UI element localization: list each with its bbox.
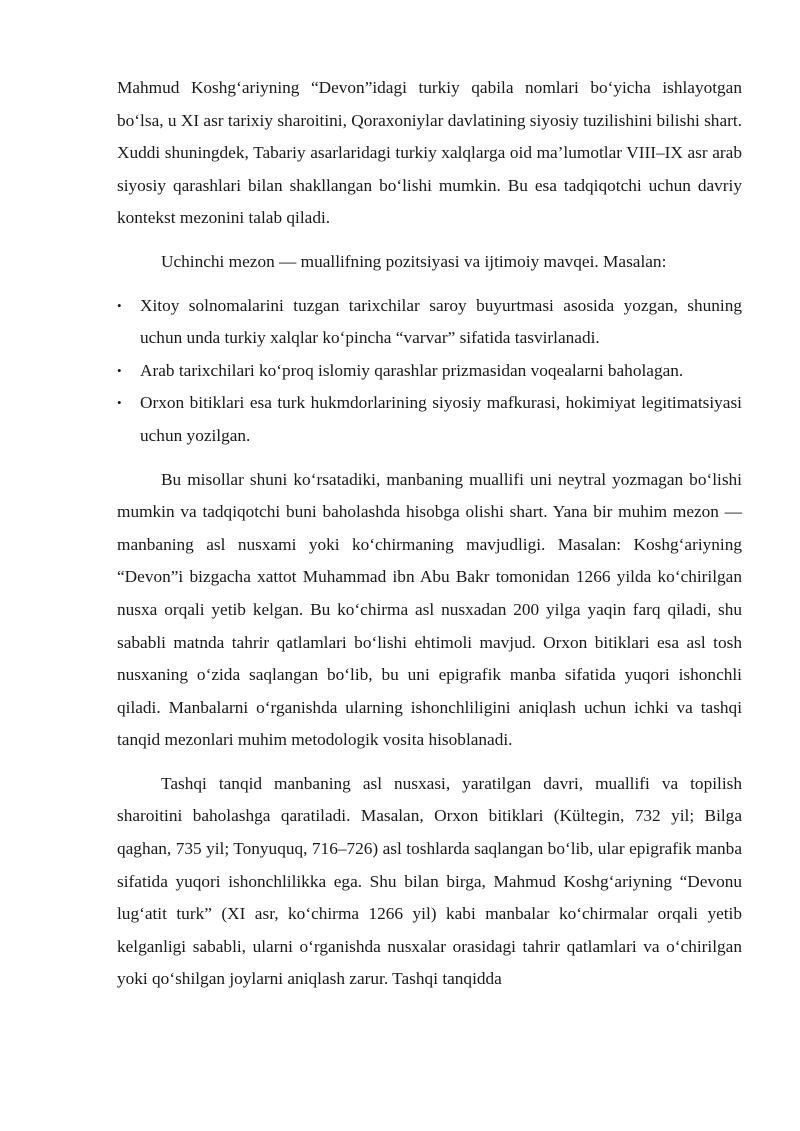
paragraph-author-bias: Bu misollar shuni ko‘rsatadiki, manbaning muallifi uni neytral yozmagan bo‘lishi mumkin va tadqiqotchi buni baholashda hisobga olishi shart. Yana bir muhim mezon — manbaning asl nusxami yoki ko‘chirmaning mavjudligi. Masalan: Koshg‘ariyning “Devon”i bizgacha xattot Muhammad ibn Abu Bakr tomonidan 1266 yilda ko‘chirilgan nusxa orqali yetib kelgan. Bu ko‘chirma asl nusxadan 200 yilga yaqin farq qiladi, shu sababli matnda tahrir qatlamlari bo‘lishi ehtimoli mavjud. Orxon bitiklari esa asl tosh nusxaning o‘zida saqlangan bo‘lib, bu uni epigrafik manba sifatida yuqori ishonchli qiladi. Manbalarni o‘rganishda ularning ishonchliligini aniqlash uchun ichki va tashqi tanqid mezonlari muhim metodologik vosita hisoblanadi.: [117, 469, 742, 750]
paragraph-third-criterion: Uchinchi mezon — muallifning pozitsiyasi va ijtimoiy mavqei. Masalan:: [161, 251, 667, 271]
bullet-icon: •: [117, 395, 122, 411]
paragraph-context: Mahmud Koshg‘ariyning “Devon”idagi turkiy qabila nomlari bo‘yicha ishlayotgan bo‘lsa, u XI asr tarixiy sharoitini, Qoraxoniylar davlatining siyosiy tuzilishini bilishi shart. Xuddi shuningdek, Tabariy asarlaridagi turkiy xalqlarga oid ma’lumotlar VIII–IX asr arab siyosiy qarashlari bilan shakllangan bo‘lishi mumkin. Bu esa tadqiqotchi uchun davriy kontekst mezonini talab qiladi.: [117, 78, 742, 228]
list-item-text: Xitoy solnomalarini tuzgan tarixchilar saroy buyurtmasi asosida yozgan, shuning uchun unda turkiy xalqlar ko‘pincha “varvar” sifatida tasvirlanadi.: [140, 295, 742, 348]
paragraph-external-criticism: Tashqi tanqid manbaning asl nusxasi, yaratilgan davri, muallifi va topilish sharoitini baholashga qaratiladi. Masalan, Orxon bitiklari (Kültegin, 732 yil; Bilga qaghan, 735 yil; Tonyuquq, 716–726) asl toshlarda saqlangan bo‘lib, ular epigrafik manba sifatida yuqori ishonchlilikka ega. Shu bilan birga, Mahmud Koshg‘ariyning “Devonu lug‘atit turk” (XI asr, ko‘chirma 1266 yil) kabi manbalar ko‘chirmalar orqali yetib kelganligi sababli, ularni o‘rganishda nusxalar orasidagi tahrir qatlamlari va o‘chirilgan yoki qo‘shilgan joylarni aniqlash zarur. Tashqi tanqidda: [117, 773, 742, 989]
bullet-list: [117, 290, 742, 453]
list-item-text: Arab tarixchilari ko‘proq islomiy qarashlar prizmasidan voqealarni baholagan.: [140, 360, 684, 380]
bullet-icon: •: [117, 362, 122, 378]
list-item: [117, 355, 742, 388]
list-item: [117, 290, 742, 355]
list-item: [117, 387, 742, 452]
list-item-text: Orxon bitiklari esa turk hukmdorlarining siyosiy mafkurasi, hokimiyat legitimatsiyasi uchun yozilgan.: [140, 393, 742, 445]
bullet-icon: •: [117, 297, 122, 313]
document-page: [117, 72, 742, 996]
